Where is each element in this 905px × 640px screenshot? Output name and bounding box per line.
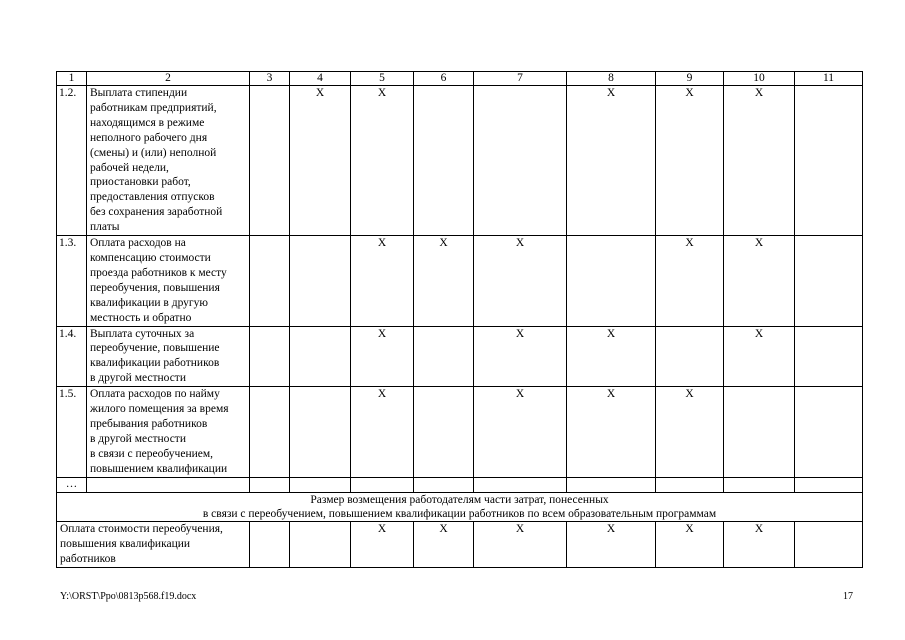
mark-cell — [795, 522, 863, 568]
empty-cell — [351, 477, 414, 492]
mark-cell: X — [724, 326, 795, 387]
row-number: 1.3. — [57, 236, 87, 326]
cell-text-line: квалификации работников — [90, 357, 220, 370]
page-number: 17 — [843, 591, 853, 602]
mark-cell — [567, 236, 656, 326]
cell-text-line: приостановки работ, — [90, 176, 191, 189]
data-table — [56, 71, 863, 568]
mark-cell: X — [290, 86, 351, 236]
mark-cell: X — [351, 86, 414, 236]
cell-text-line: местность и обратно — [90, 311, 192, 324]
empty-cell — [795, 477, 863, 492]
cell-text-line: квалификации в другую — [90, 296, 208, 309]
mark-cell: X — [351, 387, 414, 477]
mark-cell: X — [724, 86, 795, 236]
cell-text-line: работникам предприятий, — [90, 101, 217, 114]
cell-text-line: Оплата стоимости переобучения, — [60, 523, 223, 536]
cell-text-line: Размер возмещения работодателям части затрат, понесенных — [310, 493, 609, 506]
mark-cell — [250, 236, 290, 326]
empty-cell — [250, 477, 290, 492]
cell-text-line: повышением квалификации — [90, 462, 228, 475]
cell-text-line: находящимся в режиме — [90, 116, 205, 129]
mark-cell — [414, 326, 474, 387]
mark-cell: X — [474, 387, 567, 477]
mark-cell: X — [414, 236, 474, 326]
mark-cell: X — [567, 326, 656, 387]
row-number: 1.5. — [57, 387, 87, 477]
mark-cell: X — [656, 86, 724, 236]
mark-cell: X — [351, 522, 414, 568]
row-description — [87, 236, 250, 326]
mark-cell: X — [567, 387, 656, 477]
column-header: 3 — [250, 72, 290, 86]
mark-cell: X — [474, 326, 567, 387]
empty-cell — [290, 477, 351, 492]
cell-text-line: в связи с переобучением, — [90, 447, 214, 460]
section-heading — [57, 492, 863, 522]
mark-cell: X — [724, 236, 795, 326]
cell-text-line: Выплата суточных за — [90, 327, 195, 340]
empty-cell — [87, 477, 250, 492]
table-row — [57, 86, 863, 236]
mark-cell — [795, 86, 863, 236]
footer-file-path: Y:\ORST\Ppo\0813p568.f19.docx — [60, 591, 197, 602]
column-header: 6 — [414, 72, 474, 86]
empty-cell — [656, 477, 724, 492]
cell-text-line: Оплата расходов на — [90, 237, 186, 250]
section-heading-row — [57, 492, 863, 522]
mark-cell: X — [474, 236, 567, 326]
cell-text-line: платы — [90, 221, 120, 234]
cell-text-line: работников — [60, 553, 116, 566]
mark-cell: X — [656, 236, 724, 326]
cell-text-line: повышения квалификации — [60, 538, 191, 551]
header-row — [57, 72, 863, 86]
table-row — [57, 522, 863, 568]
row-number: 1.4. — [57, 326, 87, 387]
mark-cell: X — [567, 522, 656, 568]
mark-cell: X — [656, 387, 724, 477]
empty-cell — [724, 477, 795, 492]
mark-cell: X — [567, 86, 656, 236]
row-description — [87, 326, 250, 387]
table-row — [57, 387, 863, 477]
mark-cell — [795, 236, 863, 326]
row-description — [57, 522, 250, 568]
column-header: 2 — [87, 72, 250, 86]
mark-cell: X — [656, 522, 724, 568]
mark-cell: X — [351, 326, 414, 387]
cell-text-line: неполного рабочего дня — [90, 131, 208, 144]
table-row — [57, 326, 863, 387]
ellipsis-cell: … — [57, 477, 87, 492]
table-row — [57, 236, 863, 326]
column-header: 8 — [567, 72, 656, 86]
cell-text-line: Оплата расходов по найму — [90, 388, 220, 401]
cell-text-line: переобучения, повышения — [90, 281, 220, 294]
mark-cell — [250, 326, 290, 387]
mark-cell — [290, 236, 351, 326]
column-header: 4 — [290, 72, 351, 86]
column-header: 5 — [351, 72, 414, 86]
column-header: 11 — [795, 72, 863, 86]
empty-cell — [474, 477, 567, 492]
mark-cell — [414, 86, 474, 236]
mark-cell — [290, 387, 351, 477]
cell-text-line: в связи с переобучением, повышением квалификации работников по всем образовательным программам — [202, 507, 717, 520]
cell-text-line: рабочей недели, — [90, 161, 169, 174]
mark-cell — [290, 522, 351, 568]
mark-cell — [250, 522, 290, 568]
mark-cell — [795, 326, 863, 387]
mark-cell — [250, 86, 290, 236]
column-header: 1 — [57, 72, 87, 86]
cell-text-line: в другой местности — [90, 372, 186, 385]
cell-text-line: в другой местности — [90, 432, 186, 445]
cell-text-line: Выплата стипендии — [90, 87, 188, 99]
mark-cell — [795, 387, 863, 477]
empty-cell — [414, 477, 474, 492]
cell-text-line: переобучение, повышение — [90, 342, 220, 355]
cell-text-line: пребывания работников — [90, 417, 208, 430]
cell-text-line: проезда работников к месту — [90, 266, 227, 279]
mark-cell — [724, 387, 795, 477]
column-header: 10 — [724, 72, 795, 86]
mark-cell — [414, 387, 474, 477]
mark-cell: X — [474, 522, 567, 568]
cell-text-line: жилого помещения за время — [90, 403, 229, 416]
row-description — [87, 387, 250, 477]
mark-cell — [474, 86, 567, 236]
row-description — [87, 86, 250, 236]
mark-cell — [656, 326, 724, 387]
cell-text-line: (смены) и (или) неполной — [90, 146, 217, 159]
cell-text-line: предоставления отпусков — [90, 191, 215, 204]
mark-cell: X — [414, 522, 474, 568]
column-header: 9 — [656, 72, 724, 86]
column-header: 7 — [474, 72, 567, 86]
ellipsis-row — [57, 477, 863, 492]
cell-text-line: без сохранения заработной — [90, 206, 223, 219]
cell-text-line: компенсацию стоимости — [90, 251, 211, 264]
mark-cell — [290, 326, 351, 387]
empty-cell — [567, 477, 656, 492]
row-number: 1.2. — [57, 86, 87, 236]
mark-cell — [250, 387, 290, 477]
mark-cell: X — [351, 236, 414, 326]
mark-cell: X — [724, 522, 795, 568]
